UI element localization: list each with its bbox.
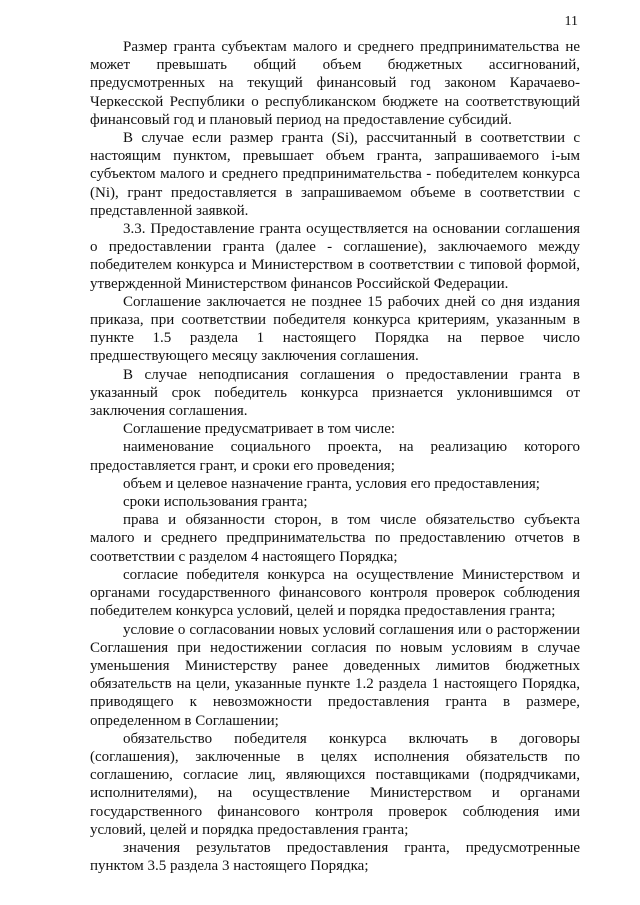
paragraph: объем и целевое назначение гранта, условия его предоставления; <box>123 475 540 492</box>
paragraph: условие о согласовании новых условий соглашения или о расторжении Соглашения при недостижении согласия по новым условиям в случае уменьшения Министерству ранее доведенных лимитов бюджетных обязательств на цели, указанные пункте 1.2 раздела 1 настоящего Порядка, приводящего к невозможности предоставления гранта в размере, определенном в Соглашении; <box>90 621 580 729</box>
paragraph: наименование социального проекта, на реализацию которого предоставляется грант, и сроки его проведения; <box>90 439 580 474</box>
document-body <box>90 38 580 875</box>
page-number: 11 <box>564 14 578 29</box>
paragraph: сроки использования гранта; <box>123 494 308 511</box>
paragraph: значения результатов предоставления гранта, предусмотренные пунктом 3.5 раздела 3 настоящего Порядка; <box>90 839 580 875</box>
paragraph: Размер гранта субъектам малого и среднего предпринимательства не может превышать общий объем бюджетных ассигнований, предусмотренных на текущий финансовый год законом Карачаево-Черкесской Республики о республиканском бюджете на соответствующий финансовый год и плановый период на предоставление субсидий. <box>90 39 580 128</box>
paragraph: В случае неподписания соглашения о предоставлении гранта в указанный срок победитель конкурса признается уклонившимся от заключения соглашения. <box>90 366 580 420</box>
paragraph: согласие победителя конкурса на осуществление Министерством и органами государственного финансового контроля проверок соблюдения победителем конкурса условий, целей и порядка предоставления гранта; <box>90 566 580 620</box>
paragraph: Соглашение предусматривает в том числе: <box>123 421 396 438</box>
paragraph: Соглашение заключается не позднее 15 рабочих дней со дня издания приказа, при соответствии победителя конкурса критериям, указанным в пункте 1.5 раздела 1 настоящего Порядка на первое число предшествующего месяцу заключения соглашения. <box>90 293 580 365</box>
paragraph: права и обязанности сторон, в том числе обязательство субъекта малого и среднего предпринимательства по предоставлению отчетов в соответствии с разделом 4 настоящего Порядка; <box>90 512 580 565</box>
paragraph: 3.3. Предоставление гранта осуществляется на основании соглашения о предоставлении гранта (далее - соглашение), заключаемого между победителем конкурса и Министерством в соответствии с типовой формой, утвержденной Министерством финансов Российской Федерации. <box>90 221 580 292</box>
paragraph: обязательство победителя конкурса включать в договоры (соглашения), заключенные в целях исполнения обязательств по соглашению, согласие лиц, являющихся поставщиками (подрядчиками, исполнителями), на осуществление Министерством и органами государственного финансового контроля проверок соблюдения ими условий, целей и порядка предоставления гранта; <box>90 730 580 838</box>
paragraph: В случае если размер гранта (Si), рассчитанный в соответствии с настоящим пунктом, превышает объем гранта, запрашиваемого i-ым субъектом малого и среднего предпринимательства - победителем конкурса (Ni), грант предоставляется в запрашиваемом объеме в соответствии с представленной заявкой. <box>90 130 580 219</box>
